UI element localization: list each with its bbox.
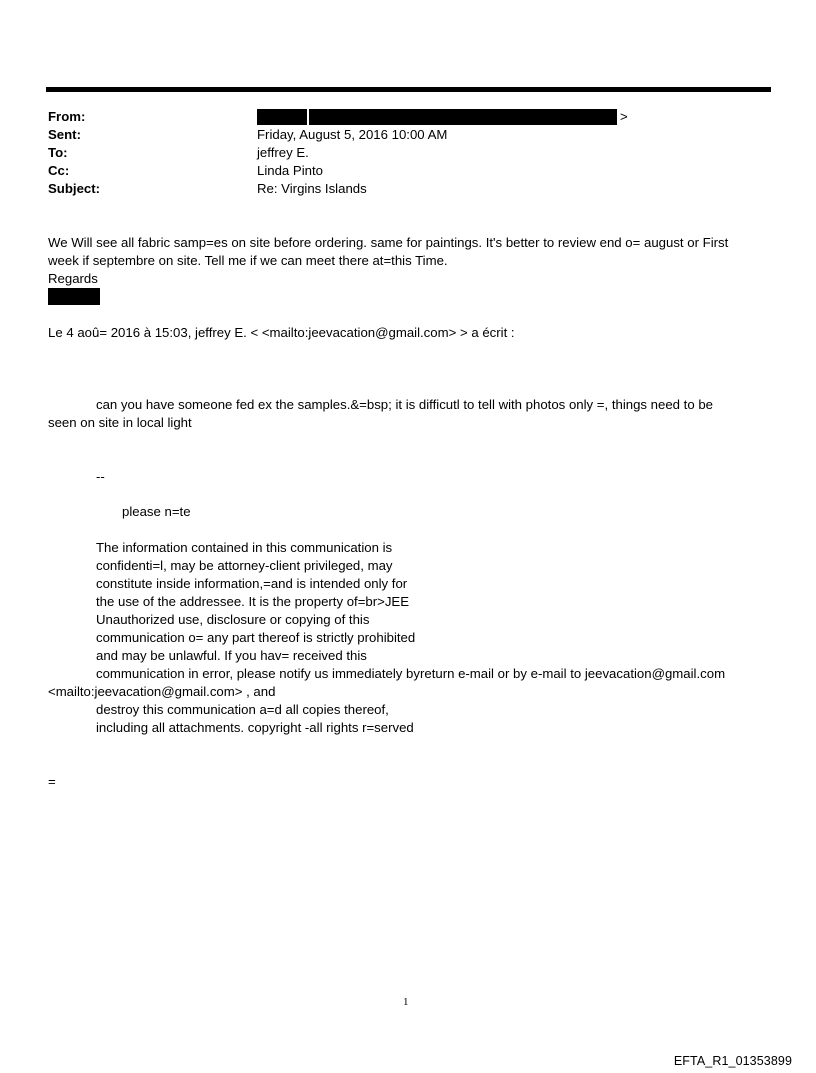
trailing-equals: = [48,774,56,789]
document-id: EFTA_R1_01353899 [673,1054,792,1068]
signature-redaction [48,288,100,305]
cc-value: Linda Pinto [257,163,323,178]
disclaimer-line: including all attachments. copyright -all rights r=served [96,720,414,735]
from-suffix: > [620,109,628,124]
mailto-line: <mailto:jeevacation@gmail.com> , and [48,684,276,699]
quote-line: can you have someone fed ex the samples.&=bsp; it is difficutl to tell with photos only =, things need to be [96,397,714,412]
redaction-block [309,109,617,125]
quote-line: seen on site in local light [48,415,192,430]
body-line: week if septembre on site. Tell me if we can meet there at=this Time. [48,253,448,268]
disclaimer-line: communication in error, please notify us immediately byreturn e-mail or by e-mail to jeevacation@gmail.com [96,666,726,681]
body-line: We Will see all fabric samp=es on site before ordering. same for paintings. It's better to review end o= august or First [48,235,729,250]
sent-value: Friday, August 5, 2016 10:00 AM [257,127,448,142]
regards-text: Regards [48,271,98,286]
disclaimer-line: Unauthorized use, disclosure or copying of this [96,612,370,627]
from-label: From: [48,109,86,124]
subject-label: Subject: [48,181,101,196]
disclaimer-line: destroy this communication a=d all copies thereof, [96,702,389,717]
sent-label: Sent: [48,127,81,142]
disclaimer-line: confidenti=l, may be attorney-client privileged, may [96,558,393,573]
cc-label: Cc: [48,163,70,178]
to-label: To: [48,145,68,160]
disclaimer-line: the use of the addressee. It is the property of=br>JEE [96,594,410,609]
signature-dashes: -- [96,469,105,484]
please-note: please n=te [122,504,191,519]
disclaimer-line: The information contained in this communication is [96,540,393,555]
header-rule [46,87,771,92]
disclaimer-line: communication o= any part thereof is strictly prohibited [96,630,416,645]
quote-header: Le 4 aoû= 2016 à 15:03, jeffrey E. < <mailto:jeevacation@gmail.com> > a écrit : [48,325,515,340]
disclaimer-line: and may be unlawful. If you hav= received this [96,648,367,663]
redaction-block [257,109,307,125]
disclaimer-line: constitute inside information,=and is intended only for [96,576,408,591]
to-value: jeffrey E. [257,145,309,160]
page-number: 1 [403,996,409,1008]
subject-value: Re: Virgins Islands [257,181,367,196]
